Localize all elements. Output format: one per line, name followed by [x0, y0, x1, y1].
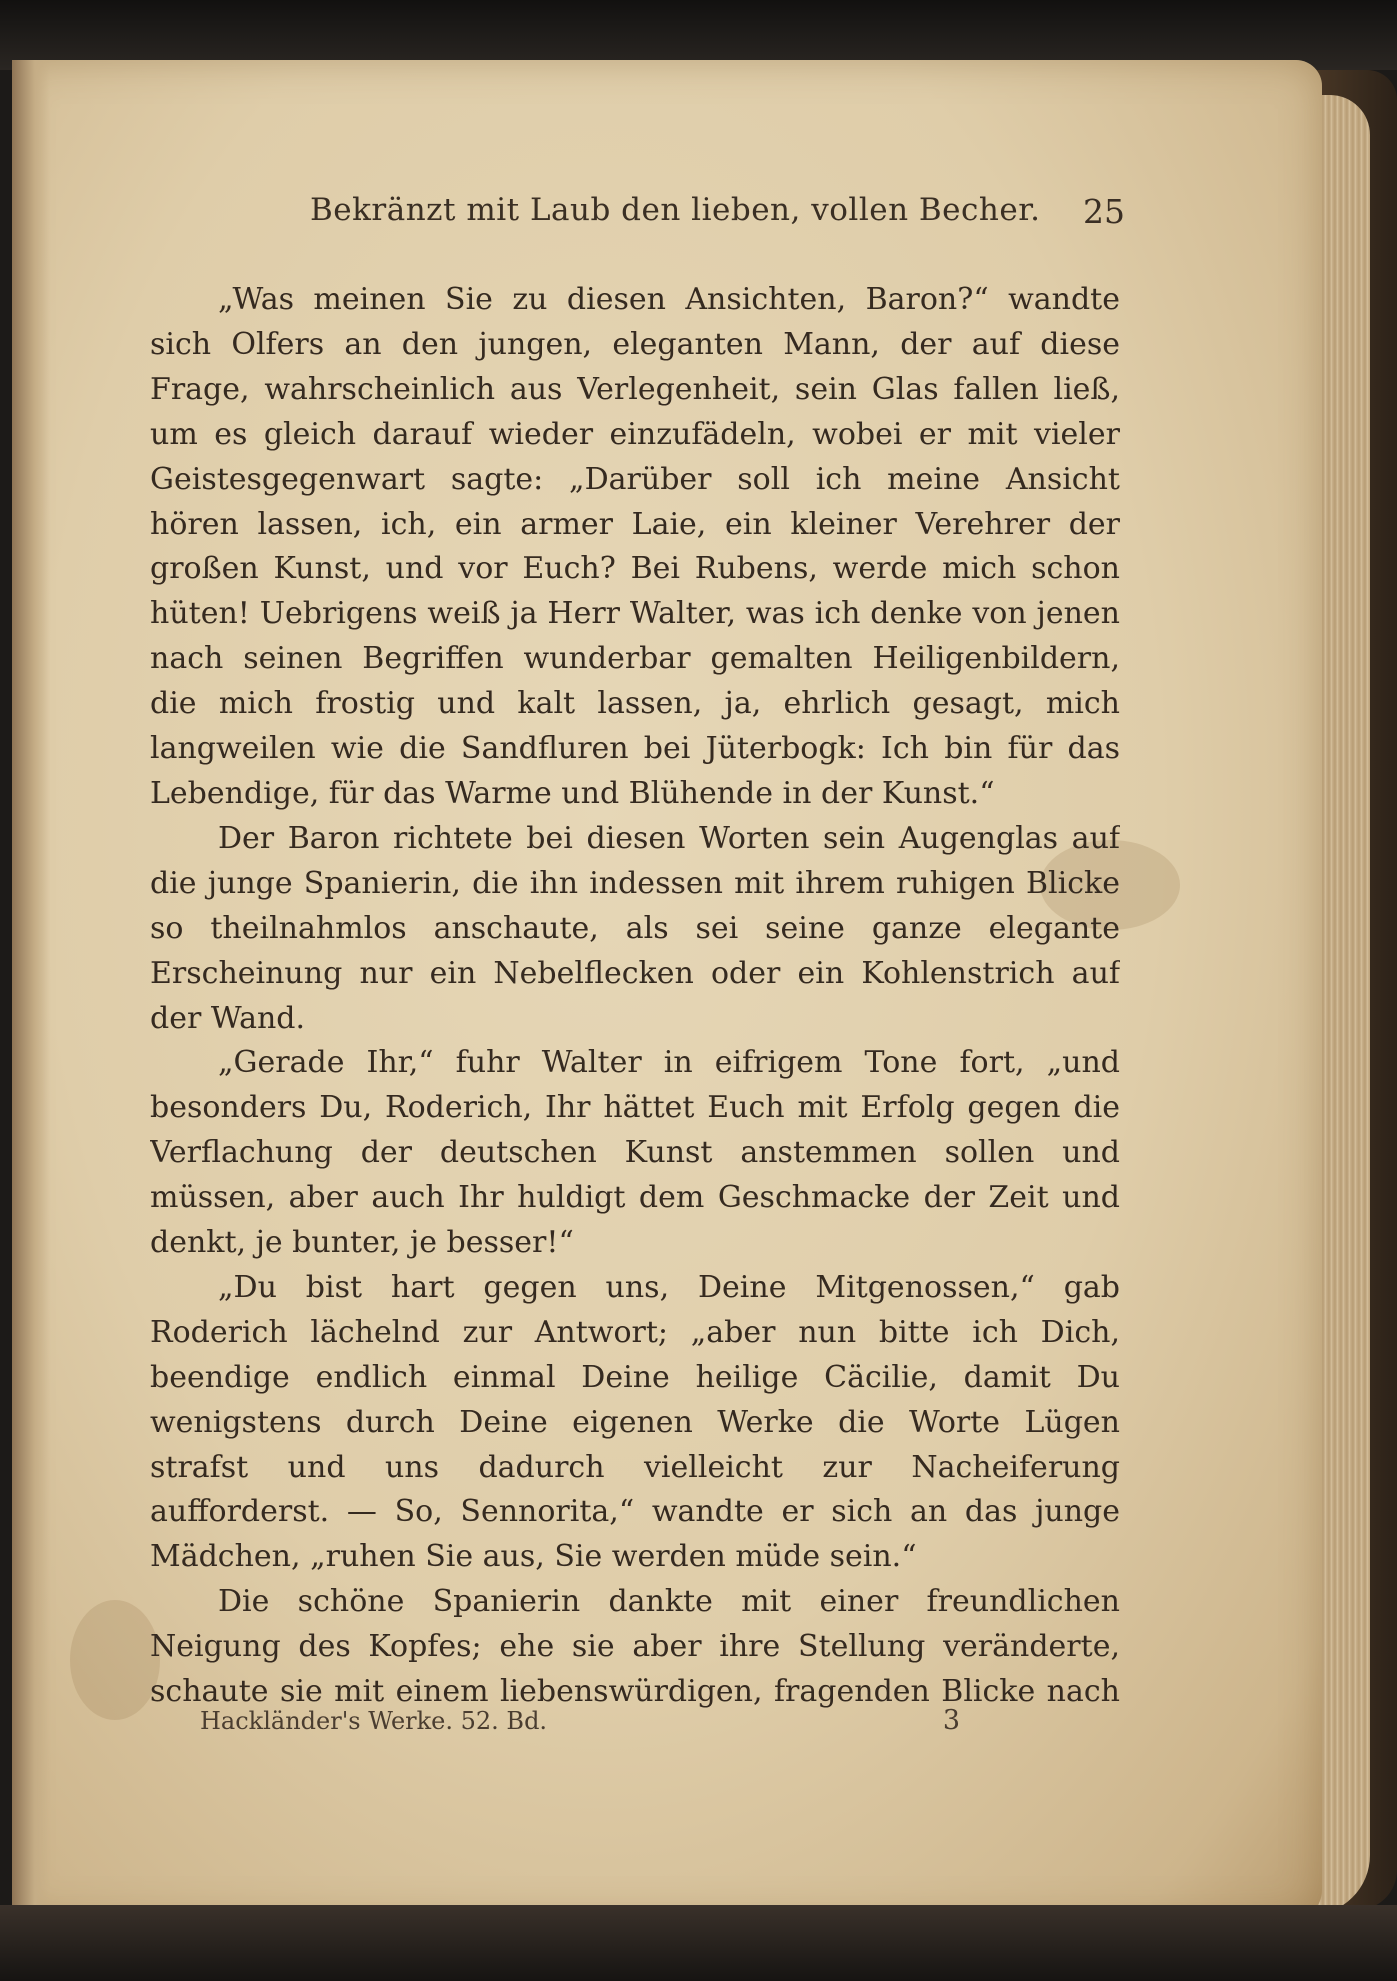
running-title: Bekränzt mit Laub den lieben, vollen Becher. [310, 192, 1041, 228]
paper-stain [70, 1600, 160, 1720]
paragraph: „Du bist hart gegen uns, Deine Mitgenossen,“ gab Roderich lächelnd zur Antwort; „aber nun bitte ich Dich, beendige endlich einmal Deine heilige Cäcilie, damit Du wenigstens durch Deine eigenen Werke die Worte Lügen strafst und uns dadurch vielleicht zur Nacheiferung aufforderst. — So, Sennorita,“ wandte er sich an das junge Mädchen, „ruhen Sie aus, Sie werden müde sein.“ [150, 1269, 1120, 1575]
paragraph: „Gerade Ihr,“ fuhr Walter in eifrigem Tone fort, „und besonders Du, Roderich, Ihr hättet Euch mit Erfolg gegen die Verflachung der deutschen Kunst anstemmen sollen und müssen, aber auch Ihr huldigt dem Geschmacke der Zeit und denkt, je bunter, je besser!“ [150, 1045, 1120, 1261]
scan-bottom-shadow [0, 1905, 1397, 1981]
page-number: 25 [1083, 192, 1125, 231]
page-footer [200, 1707, 960, 1747]
paragraph: Der Baron richtete bei diesen Worten sein Augenglas auf die junge Spanierin, die ihn indessen mit ihrem ruhigen Blicke so theilnahmlos anschaute, als sei seine ganze elegante Erscheinung nur ein Nebelflecken oder ein Kohlenstrich auf der Wand. [150, 820, 1120, 1036]
signature-mark: 3 [942, 1705, 960, 1736]
page-header [310, 192, 1125, 244]
body-text [150, 278, 1120, 1708]
paragraph: „Was meinen Sie zu diesen Ansichten, Baron?“ wandte sich Olfers an den jungen, eleganten Mann, der auf diese Frage, wahrscheinlich aus Verlegenheit, sein Glas fallen ließ, um es gleich darauf wieder einzufädeln, wobei er mit vieler Geistesgegenwart sagte: „Darüber soll ich meine Ansicht hören lassen, ich, ein armer Laie, ein kleiner Verehrer der großen Kunst, und vor Euch? Bei Rubens, werde mich schon hüten! Uebrigens weiß ja Herr Walter, was ich denke von jenen nach seinen Begriffen wunderbar gemalten Heiligenbildern, die mich frostig und kalt lassen, ja, ehrlich gesagt, mich langweilen wie die Sandfluren bei Jüterbogk: Ich bin für das Lebendige, für das Warme und Blühende in der Kunst.“ [150, 282, 1120, 811]
paragraph: Die schöne Spanierin dankte mit einer freundlichen Neigung des Kopfes; ehe sie aber ihre Stellung veränderte, schaute sie mit einem liebenswürdigen, fragenden Blicke nach [150, 1584, 1120, 1708]
binding-gutter [12, 60, 50, 1920]
printer-signature-line: Hackländer's Werke. 52. Bd. [200, 1707, 548, 1735]
